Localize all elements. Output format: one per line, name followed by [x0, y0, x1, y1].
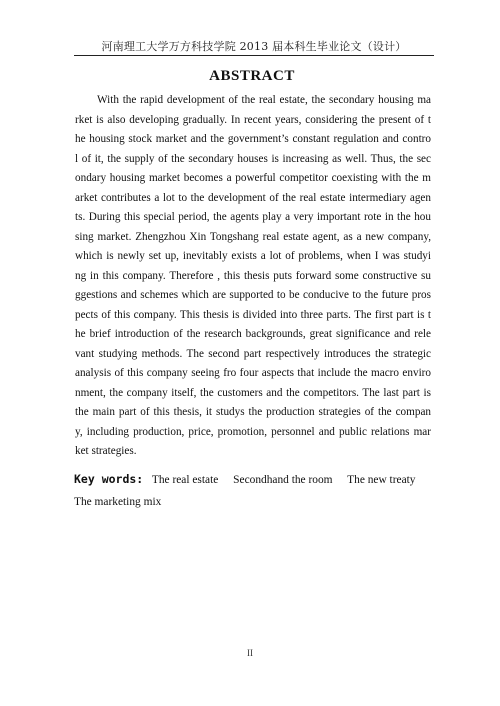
- abstract-line: ondary housing market becomes a powerful competitor coexisting with the m: [75, 172, 431, 184]
- abstract-line: y, including production, price, promotion, personnel and public relations mar: [75, 425, 431, 438]
- keywords-row: [74, 491, 434, 513]
- abstract-line: ket strategies.: [75, 445, 137, 457]
- keywords-row: [74, 468, 434, 491]
- abstract-line: arket contributes a lot to the development of the real estate intermediary agen: [75, 191, 431, 204]
- keyword-item: The new treaty: [347, 474, 416, 486]
- abstract-line: ts. During this special period, the agents play a very important rote in the hou: [75, 211, 431, 223]
- abstract-line: he brief introduction of the research backgrounds, great significance and rele: [75, 328, 431, 340]
- abstract-line: l of it, the supply of the secondary houses is increasing as well. Thus, the sec: [75, 152, 431, 165]
- keywords-label: Key words:: [74, 472, 144, 486]
- abstract-line: pects of this company. This thesis is divided into three parts. The first part is t: [75, 308, 431, 321]
- abstract-title: ABSTRACT: [209, 68, 295, 84]
- abstract-line: he housing stock market and the government’s constant regulation and contro: [75, 133, 431, 145]
- abstract-body: [75, 91, 431, 462]
- header-rule: [74, 55, 434, 56]
- page-header: 河南理工大学万方科技学院 2013 届本科生毕业论文（设计）: [101, 40, 407, 53]
- keywords-section: [74, 468, 434, 513]
- abstract-line: sing market. Zhengzhou Xin Tongshang real estate agent, as a new company,: [75, 230, 431, 243]
- abstract-line: With the rapid development of the real estate, the secondary housing ma: [97, 94, 431, 106]
- keyword-item: The marketing mix: [74, 496, 162, 508]
- abstract-line: the main part of this thesis, it studys the production strategies of the compan: [75, 406, 431, 418]
- abstract-line: nment, the company itself, the customers and the competitors. The last part is: [75, 386, 431, 399]
- abstract-line: ggestions and schemes which are supported to be conducive to the future pros: [75, 289, 431, 301]
- page-number: II: [247, 648, 253, 658]
- keyword-item: Secondhand the room: [233, 474, 333, 486]
- keyword-item: The real estate: [151, 474, 219, 486]
- abstract-line: ng in this company. Therefore , this thesis puts forward some constructive su: [75, 269, 431, 282]
- abstract-line: rket is also developing gradually. In recent years, considering the present of t: [75, 113, 431, 126]
- abstract-line: vant studying methods. The second part respectively introduces the strategic: [75, 347, 431, 360]
- abstract-line: analysis of this company seeing fro four aspects that include the macro enviro: [75, 367, 431, 379]
- abstract-line: which is newly set up, inevitably exists a lot of problems, when I was studyi: [75, 250, 431, 262]
